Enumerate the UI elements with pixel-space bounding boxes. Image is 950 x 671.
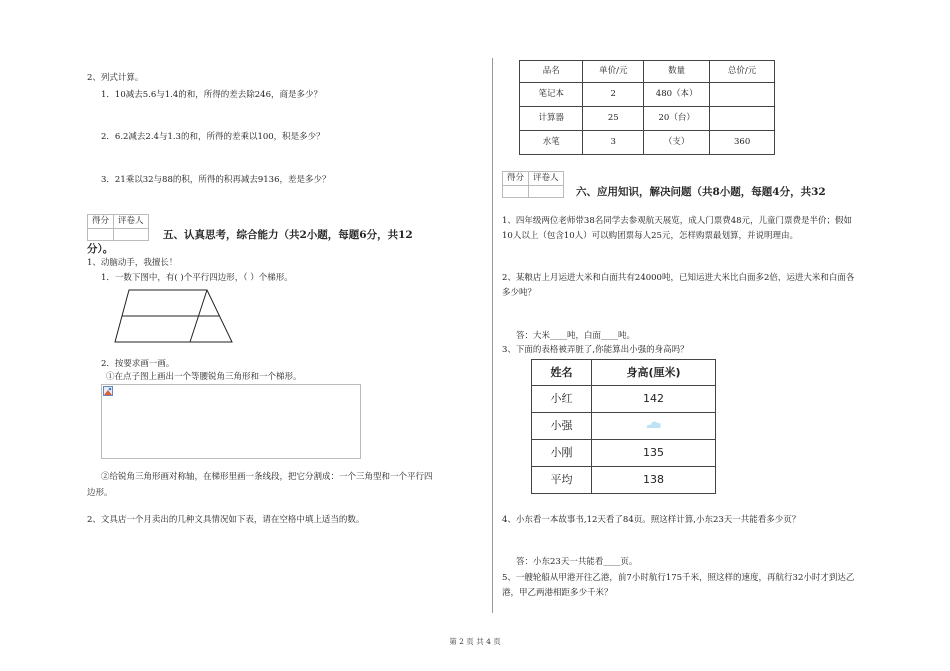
problem-1-q1: 1．一数下图中，有( )个平行四边形，（ ）个梯形。	[101, 273, 293, 283]
column-divider	[492, 58, 493, 613]
table-cell: 笔记本	[520, 83, 583, 107]
table-header: 单价/元	[583, 61, 644, 83]
table-row	[520, 131, 775, 155]
name-cell: 小红	[532, 386, 592, 413]
height-cell: 135	[592, 440, 716, 467]
name-cell: 小强	[532, 413, 592, 440]
stationery-table	[519, 60, 775, 155]
table-cell: 3	[583, 131, 644, 155]
answer-cell[interactable]	[710, 83, 775, 107]
problem-1-q2a: ①在点子图上画出一个等腰锐角三角形和一个梯形。	[106, 372, 302, 382]
table-header: 数量	[644, 61, 710, 83]
table-header: 姓名	[532, 360, 592, 386]
section-5-title-cont: 分）。	[87, 243, 114, 255]
table-header: 品名	[520, 61, 583, 83]
table-row	[532, 440, 716, 467]
table-row	[532, 386, 716, 413]
height-cell: 138	[592, 467, 716, 494]
reviewer-cell[interactable]	[114, 229, 149, 241]
table-cell: 20（台）	[644, 107, 710, 131]
section-5-title: 五、认真思考，综合能力（共2小题，每题6分，共12	[163, 229, 413, 241]
table-cell: 360	[710, 131, 775, 155]
table-cell: 计算器	[520, 107, 583, 131]
answer-cell[interactable]: （支）	[644, 131, 710, 155]
trapezoid-figure	[112, 287, 236, 345]
app-question-1-line1: 1、四年级两位老师带38名同学去参观航天展览，成人门票费48元，儿童门票费是半价；假如	[502, 216, 853, 226]
section-2-title: 2、列式计算。	[87, 73, 144, 83]
answer-cell[interactable]	[710, 107, 775, 131]
table-row	[520, 107, 775, 131]
table-cell: 水笔	[520, 131, 583, 155]
app-question-3: 3、下面的表格被弄脏了,你能算出小强的身高吗？	[502, 345, 689, 355]
problem-1-q2b-line2: 边形。	[87, 488, 113, 498]
problem-1-q2: 2．按要求画一画。	[101, 359, 175, 369]
reviewer-cell[interactable]	[529, 186, 564, 198]
app-question-5-line1: 5、一艘轮船从甲港开往乙港，前7小时航行175千米，照这样的速度，再航行32小时才到达乙	[502, 573, 855, 583]
broken-image-icon	[103, 386, 113, 396]
problem-1-title: 1、动脑动手，我擅长！	[87, 258, 178, 268]
table-cell: 480（本）	[644, 83, 710, 107]
app-question-2-answer: 答：大米____吨，白面____吨。	[516, 331, 636, 341]
ink-smudge-icon	[645, 419, 663, 429]
problem-2-title: 2、文具店一个月卖出的几种文具情况如下表，请在空格中填上适当的数。	[87, 515, 365, 525]
question-2-3: 3．21乘以32与88的积，所得的积再减去9136，差是多少？	[101, 175, 331, 185]
score-label: 得分	[88, 215, 114, 229]
table-header: 身高(厘米)	[592, 360, 716, 386]
reviewer-label: 评卷人	[114, 215, 149, 229]
name-cell: 小刚	[532, 440, 592, 467]
height-table	[531, 359, 716, 494]
dot-grid-drawing-area[interactable]	[101, 384, 361, 459]
table-header: 总价/元	[710, 61, 775, 83]
score-label: 得分	[503, 172, 529, 186]
question-2-1: 1．10减去5.6与1.4的和，所得的差去除246，商是多少？	[101, 90, 322, 100]
name-cell: 平均	[532, 467, 592, 494]
app-question-5-line2: 港，甲乙两港相距多少千米？	[502, 588, 613, 598]
page-footer: 第 2 页 共 4 页	[449, 637, 501, 646]
table-cell: 2	[583, 83, 644, 107]
score-box-left	[87, 214, 149, 241]
section-6-title: 六、应用知识，解决问题（共8小题，每题4分，共32	[576, 186, 826, 198]
table-row	[532, 413, 716, 440]
smudged-height-cell	[592, 413, 716, 440]
table-row	[520, 83, 775, 107]
score-cell[interactable]	[503, 186, 529, 198]
reviewer-label: 评卷人	[529, 172, 564, 186]
score-cell[interactable]	[88, 229, 114, 241]
app-question-4-answer: 答：小东23天一共能看____页。	[516, 557, 638, 567]
app-question-2-line2: 多少吨？	[502, 288, 537, 298]
app-question-2-line1: 2、某粮店上月运进大米和白面共有24000吨，已知运进大米比白面多2倍，运进大米和白面各	[502, 273, 855, 283]
problem-1-q2b-line1: ②给锐角三角形画对称轴，在梯形里画一条线段，把它分割成：一个三角型和一个平行四	[101, 472, 433, 482]
table-row	[532, 467, 716, 494]
question-2-2: 2．6.2减去2.4与1.3的和，所得的差乘以100，积是多少？	[101, 132, 325, 142]
app-question-1-line2: 10人以上（包含10人）可以购团票每人25元，怎样购票最划算，并说明理由。	[502, 231, 798, 241]
score-box-right	[502, 171, 564, 198]
app-question-4: 4、小东看一本故事书,12天看了84页。照这样计算,小东23天一共能看多少页？	[502, 515, 801, 525]
height-cell: 142	[592, 386, 716, 413]
table-cell: 25	[583, 107, 644, 131]
